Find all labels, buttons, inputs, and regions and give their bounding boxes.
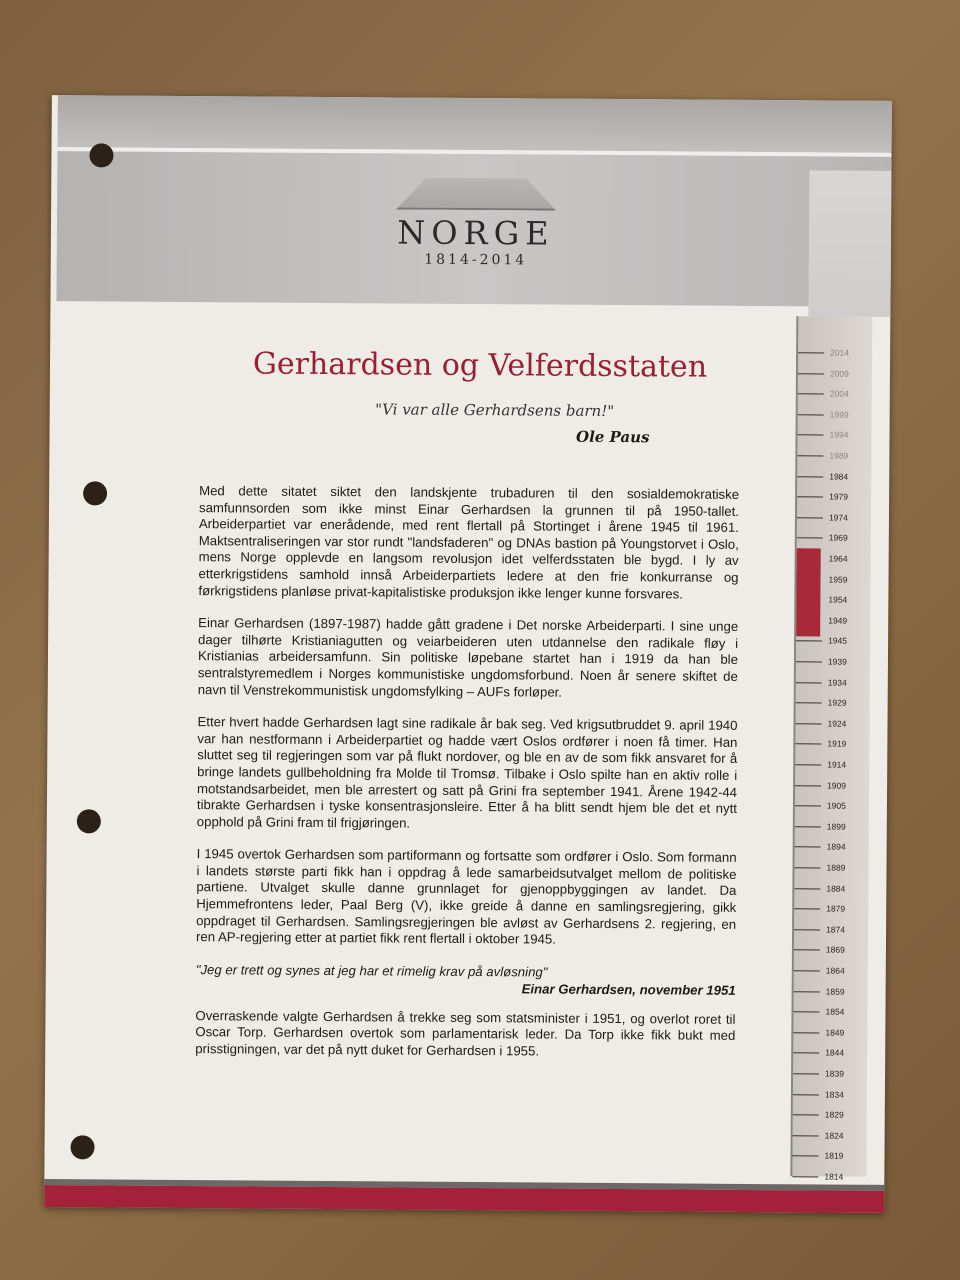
timeline-tick	[798, 352, 824, 353]
timeline-year-label: 1874	[826, 924, 846, 935]
article-title: Gerhardsen og Velferdsstaten	[252, 346, 708, 385]
timeline-year-label: 1839	[825, 1068, 845, 1079]
building-icon	[376, 177, 576, 210]
paragraph: Einar Gerhardsen (1897-1987) hadde gått gradene i Det norske Arbeiderparti. I sine unge dager tilhørte Kristianiagutten og veiarbeideren uten utdannelse den radikale fløy i Kristianias arbeidersamfunn. Sin politiske løpebane startet han i 1919 da han ble sentralstyremedlem i Norges kommunistiske ungdomsforbund. Noen år senere skiftet de navn til Venstrekommunistisk ungdomsfylking – AUFs forløper.	[197, 615, 739, 700]
timeline-tick	[793, 1053, 819, 1054]
timeline-year-label: 1989	[829, 450, 849, 461]
timeline-tick	[797, 476, 823, 477]
timeline-year-label: 1884	[826, 883, 846, 894]
punch-hole	[89, 143, 113, 167]
timeline-tick	[794, 950, 820, 951]
year-timeline	[790, 316, 872, 1182]
document-page	[44, 95, 892, 1213]
timeline-tick	[798, 414, 824, 415]
timeline-year-label: 1994	[829, 429, 849, 441]
timeline-year-label: 1894	[826, 841, 846, 853]
timeline-year-label: 1854	[825, 1006, 845, 1017]
timeline-year-label: 1984	[829, 471, 849, 482]
timeline-tick	[792, 1156, 818, 1157]
timeline-tick	[796, 723, 822, 724]
timeline-year-label: 2009	[829, 368, 849, 379]
timeline-year-label: 1945	[828, 635, 848, 647]
timeline-tick	[798, 435, 824, 436]
punch-hole	[70, 1135, 94, 1159]
paragraph: Med dette sitatet siktet den landskjente trubaduren til den sosialdemokratiske samfunnsorden som ikke minst Einar Gerhardsen la grunnen til på 1950-tallet. Arbeiderpartiet var enerådende, med rent flertall på Stortinget i årene 1945 til 1961. Maktsentraliseringen var stor rundt "landsfaderen" og DNAs bastion på Youngstorvet i Oslo, mens Norge opplevde en langsom revolusjon idet velferdsstaten ble bygd. I ly av etterkrigstidens samhold innså Arbeiderpartiets ledere at den frie konkurranse og førkrigstidens planløse privat-kapitalistiske produksjon ikke lenger kunne forsvares.	[198, 483, 740, 602]
logo-years: 1814-2014	[424, 251, 528, 269]
timeline-tick	[795, 805, 821, 806]
timeline-year-label: 1899	[826, 821, 846, 832]
timeline-tick	[795, 867, 821, 868]
timeline-year-label: 1979	[829, 491, 849, 502]
timeline-tick	[794, 970, 820, 971]
timeline-year-label: 1959	[828, 574, 848, 585]
timeline-year-label: 1824	[824, 1130, 844, 1141]
timeline-tick	[797, 455, 823, 456]
paragraph: Overraskende valgte Gerhardsen å trekke seg som statsminister i 1951, og overlot roret til Oscar Torp. Gerhardsen overtok som parlamentarisk leder. Da Torp ikke fikk bukt med prisstigningen, var det på nytt duket for Gerhardsen i 1955.	[195, 1007, 736, 1059]
article-body	[195, 483, 739, 1061]
timeline-year-label: 1844	[825, 1047, 845, 1059]
timeline-tick	[794, 929, 820, 930]
header-illustration	[808, 170, 891, 317]
timeline-tick	[792, 1176, 818, 1177]
block-quote: "Jeg er trett og synes at jeg har et rimelig krav på avløsning"	[195, 961, 548, 980]
timeline-highlight	[796, 548, 821, 637]
header-top-band	[58, 95, 892, 153]
block-quote-author: Einar Gerhardsen, november 1951	[521, 981, 736, 998]
punch-hole	[77, 809, 101, 833]
timeline-year-label: 1969	[828, 532, 848, 544]
timeline-tick	[795, 847, 821, 848]
timeline-year-label: 1849	[825, 1027, 845, 1038]
timeline-tick	[796, 641, 822, 642]
timeline-year-label: 1974	[828, 512, 848, 523]
epigraph-author: Ole Paus	[575, 427, 650, 447]
timeline-tick	[795, 785, 821, 786]
timeline-tick	[793, 1135, 819, 1136]
timeline-year-label: 1864	[825, 965, 845, 976]
timeline-year-label: 1939	[827, 656, 847, 667]
timeline-year-label: 1859	[825, 986, 845, 997]
timeline-year-label: 2004	[829, 388, 849, 399]
timeline-year-label: 1819	[824, 1150, 844, 1162]
timeline-year-label: 1834	[824, 1089, 844, 1100]
timeline-year-label: 1905	[826, 800, 846, 811]
timeline-year-label: 1954	[828, 594, 848, 605]
timeline-tick	[796, 682, 822, 683]
timeline-year-label: 2014	[830, 347, 850, 358]
timeline-year-label: 1879	[826, 903, 846, 914]
timeline-year-label: 1934	[827, 677, 847, 688]
timeline-tick	[793, 1032, 819, 1033]
timeline-tick	[795, 764, 821, 765]
article	[195, 346, 740, 1077]
timeline-tick	[797, 517, 823, 518]
timeline-year-label: 1889	[826, 862, 846, 873]
timeline-tick	[794, 888, 820, 889]
timeline-year-label: 1949	[828, 615, 848, 626]
timeline-tick	[796, 661, 822, 662]
timeline-tick	[795, 826, 821, 827]
timeline-tick	[797, 496, 823, 497]
timeline-tick	[794, 1011, 820, 1012]
logo-name: NORGE	[397, 213, 555, 253]
paragraph: Etter hvert hadde Gerhardsen lagt sine radikale år bak seg. Ved krigsutbruddet 9. april 1940 var han nestformann i Arbeiderpartiet og hadde vært Oslos ordfører i noen få timer. Han sluttet seg til regjeringen som var på flukt nordover, og ble en av de som fikk ansvaret for å bringe landets gullbeholdning fra Molde til Tromsø. Tilbake i Oslo spilte han en aktiv rolle i motstandsarbeidet, men ble arrestert og satt på Grini fra september 1941. Årene 1942-44 tibrakte Gerhardsen i tyske konsentrasjonsleire. Etter å ha blitt sendt hjem ble det et nytt opphold på Grini fram til frigjøringen.	[196, 714, 738, 831]
timeline-tick	[793, 1094, 819, 1095]
timeline-tick	[797, 538, 823, 539]
timeline-year-label: 1929	[827, 697, 847, 708]
timeline-tick	[796, 702, 822, 703]
timeline-year-label: 1924	[827, 718, 847, 729]
timeline-year-label: 1814	[824, 1171, 844, 1182]
timeline-tick	[798, 393, 824, 394]
timeline-tick	[795, 744, 821, 745]
timeline-tick	[794, 991, 820, 992]
timeline-year-label: 1914	[827, 759, 847, 770]
paragraph: I 1945 overtok Gerhardsen som partiformann og fortsatte som ordfører i Oslo. Som formann i landets største parti fikk han i oppdrag å lede samarbeidsutvalget mellom de politiske partiene. Utvalget skulle danne grunnlaget for gjenoppbyggingen av landet. Da Hjemmefrontens leder, Paal Berg (V), ikke greide å danne en samlingsregjering, gikk oppdraget til Gerhardsen. Samlingsregjeringen ble avløst av Gerhardsens 2. regjering, en ren AP-regjering etter at partiet fikk rent flertall i oktober 1945.	[195, 846, 737, 947]
epigraph: "Vi var alle Gerhardsens barn!"	[375, 400, 615, 421]
timeline-tick	[793, 1114, 819, 1115]
norge-logo	[375, 177, 576, 298]
timeline-year-label: 1829	[824, 1109, 844, 1120]
timeline-year-label: 1999	[829, 409, 849, 420]
timeline-year-label: 1964	[828, 553, 848, 564]
timeline-tick	[794, 908, 820, 909]
timeline-year-label: 1869	[825, 944, 845, 956]
timeline-year-label: 1919	[827, 738, 847, 750]
timeline-tick	[798, 373, 824, 374]
punch-hole	[83, 481, 107, 505]
timeline-tick	[793, 1073, 819, 1074]
timeline-year-label: 1909	[827, 780, 847, 791]
